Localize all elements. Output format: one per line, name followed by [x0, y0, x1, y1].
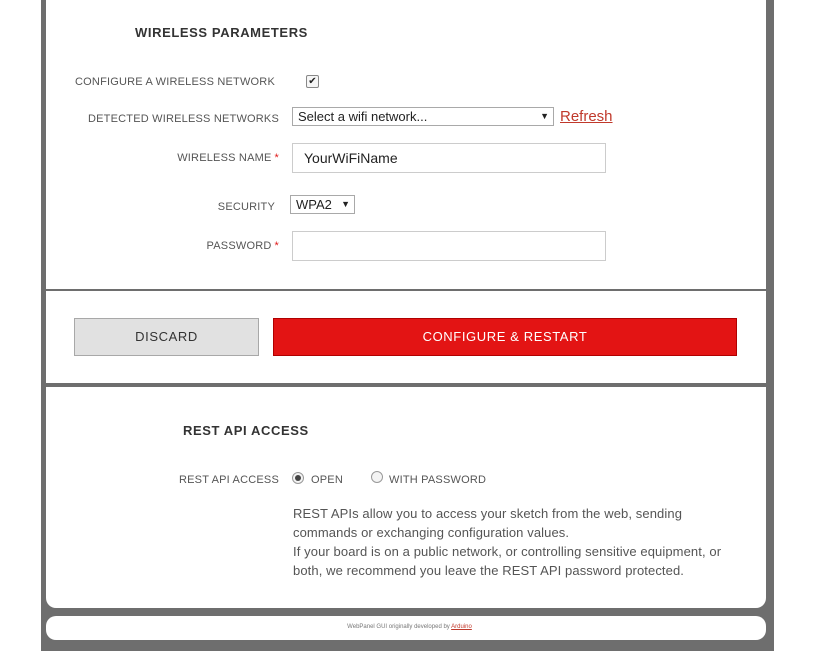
rest-api-description-line: If your board is on a public network, or controlling sensitive equipment, or — [293, 544, 722, 559]
arduino-link[interactable]: Arduino — [451, 624, 472, 630]
detected-networks-label: DETECTED WIRELESS NETWORKS — [88, 113, 279, 125]
rest-api-description-line: commands or exchanging configuration values. — [293, 525, 570, 540]
password-label: PASSWORD — [206, 240, 272, 252]
required-marker: * — [274, 152, 279, 164]
configure-wireless-checkbox[interactable] — [306, 75, 319, 88]
rest-api-description-line: both, we recommend you leave the REST API password protected. — [293, 563, 685, 578]
rest-api-description — [293, 504, 753, 580]
configure-wireless-label: CONFIGURE A WIRELESS NETWORK — [75, 76, 275, 88]
chevron-down-icon: ▼ — [540, 111, 549, 121]
required-marker: * — [274, 240, 279, 252]
security-label: SECURITY — [217, 201, 275, 213]
footer-text: WebPanel GUI originally developed by — [347, 624, 450, 630]
rest-api-description-line: REST APIs allow you to access your sketch from the web, sending — [293, 506, 683, 521]
rest-api-password-radio[interactable] — [371, 471, 383, 483]
rest-api-access-label: REST API ACCESS — [178, 474, 279, 486]
footer-credit — [0, 624, 819, 630]
wifi-network-select[interactable] — [292, 107, 554, 126]
password-input[interactable] — [292, 231, 606, 261]
chevron-down-icon: ▼ — [341, 199, 350, 209]
wifi-network-select-value: Select a wifi network... — [298, 109, 428, 124]
wireless-name-label: WIRELESS NAME — [177, 152, 272, 164]
rest-api-open-radio[interactable] — [292, 472, 304, 484]
rest-api-section-title: REST API ACCESS — [183, 423, 309, 438]
rest-api-password-label: WITH PASSWORD — [389, 474, 487, 486]
wireless-name-label-group — [177, 152, 279, 164]
rest-api-open-label: OPEN — [311, 474, 343, 486]
checkmark-icon: ✔ — [308, 76, 317, 87]
security-select-value: WPA2 — [296, 197, 332, 212]
wireless-name-input[interactable]: YourWiFiName — [292, 143, 606, 173]
refresh-link[interactable]: Refresh — [560, 108, 613, 125]
wireless-section-title: WIRELESS PARAMETERS — [135, 25, 308, 40]
security-select[interactable] — [290, 195, 355, 214]
configure-restart-button[interactable]: CONFIGURE & RESTART — [273, 318, 737, 356]
discard-button[interactable]: DISCARD — [74, 318, 259, 356]
password-label-group — [207, 240, 279, 252]
